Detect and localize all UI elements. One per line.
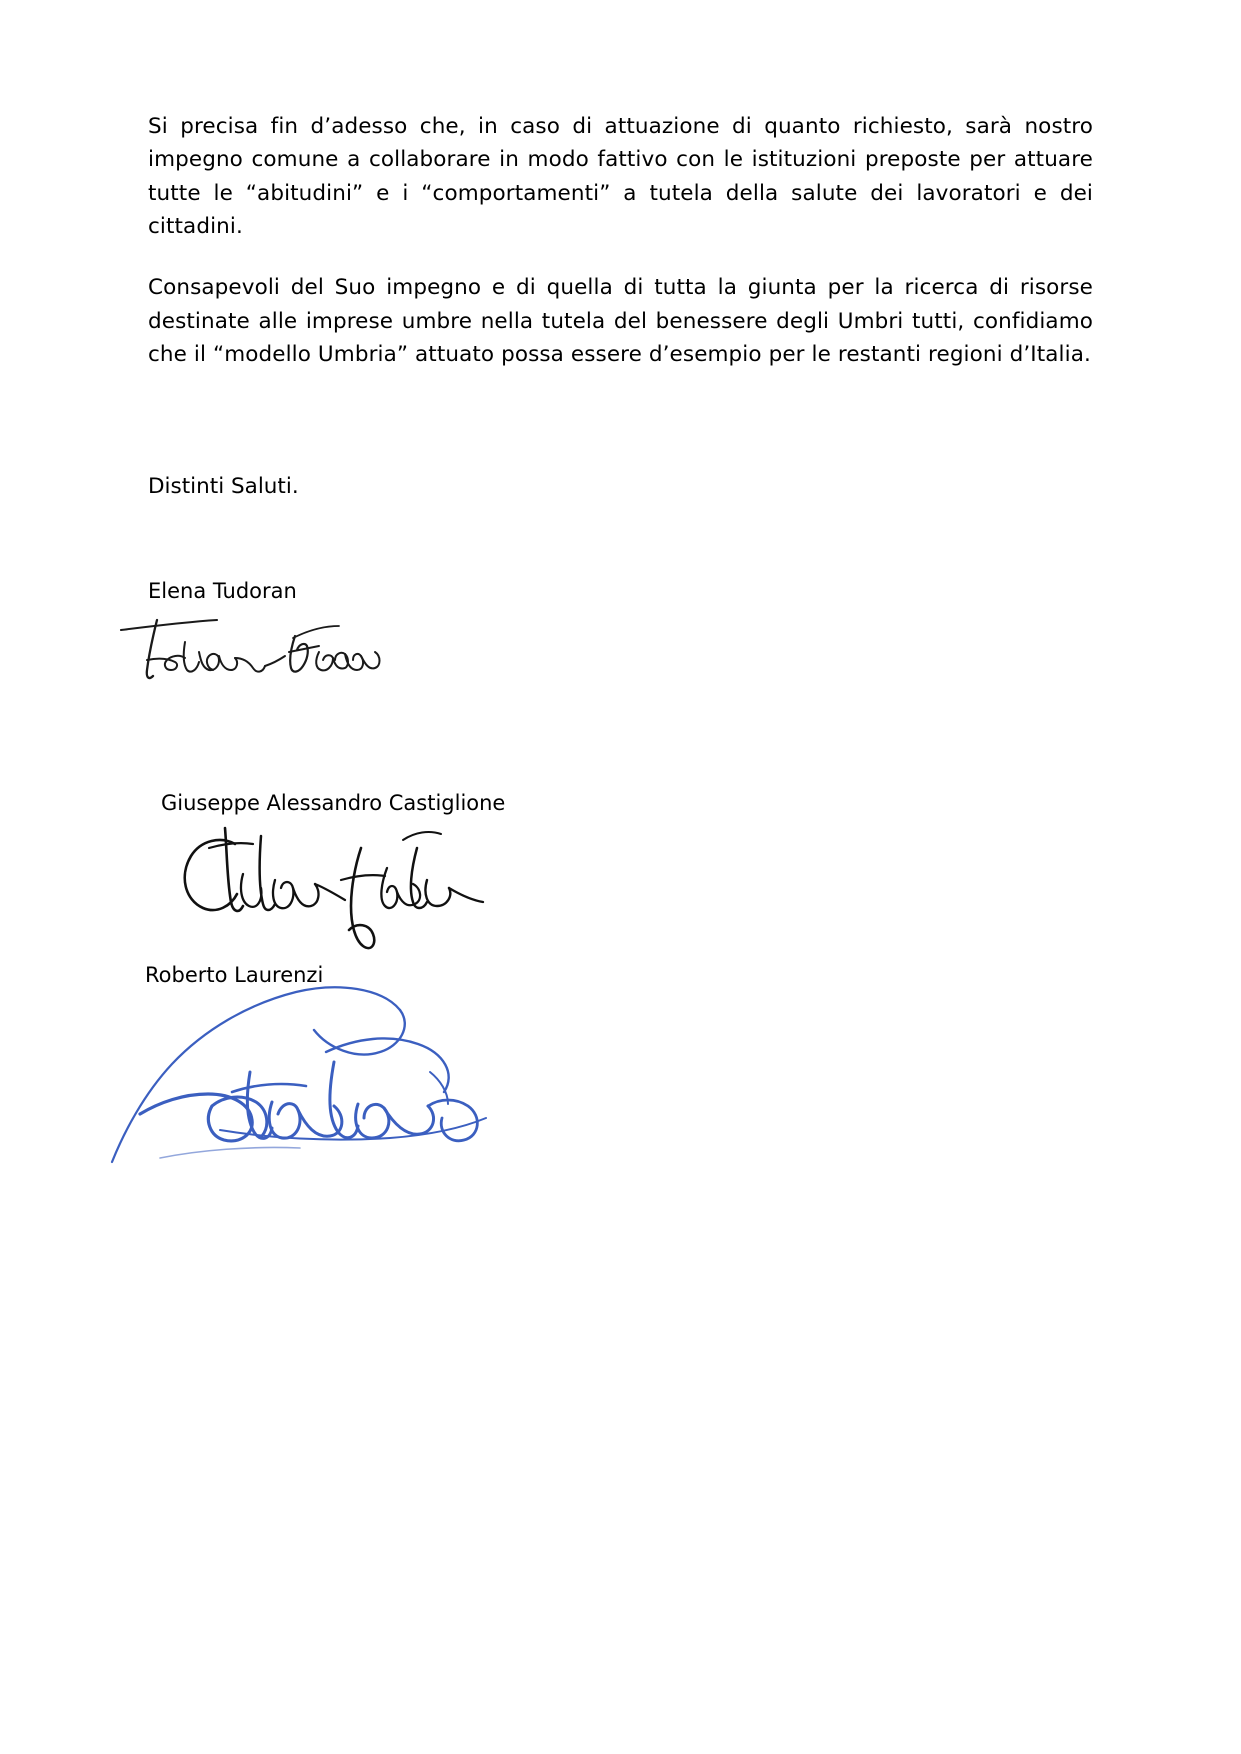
signature-block: [145, 962, 323, 989]
handwritten-signature-giuseppe-alessandro-castiglione: [165, 818, 495, 958]
signer-name: Giuseppe Alessandro Castiglione: [161, 791, 506, 815]
handwritten-signature-elena-tudoran: [113, 608, 393, 698]
handwritten-signature-roberto-laurenzi: [100, 952, 560, 1172]
letter-body: [148, 110, 1093, 371]
signer-name: Roberto Laurenzi: [145, 963, 324, 987]
paragraph-1: Si precisa fin d’adesso che, in caso di attuazione di quanto richiesto, sarà nostro impegno comune a collaborare in modo fattivo con le istituzioni preposte per attuare tutte le “abitudini” e i “comportamenti” a tutela della salute dei lavoratori e dei cittadini.: [148, 114, 1093, 239]
signature-block: [148, 578, 297, 605]
closing-line: Distinti Saluti.: [148, 474, 299, 499]
signature-block: [155, 790, 505, 817]
paragraph-2: Consapevoli del Suo impegno e di quella di tutta la giunta per la ricerca di risorse destinate alle imprese umbre nella tutela del benessere degli Umbri tutti, confidiamo che il “modello Umbria” attuato possa essere d’esempio per le restanti regioni d’Italia.: [148, 275, 1093, 367]
signer-name: Elena Tudoran: [148, 579, 297, 603]
